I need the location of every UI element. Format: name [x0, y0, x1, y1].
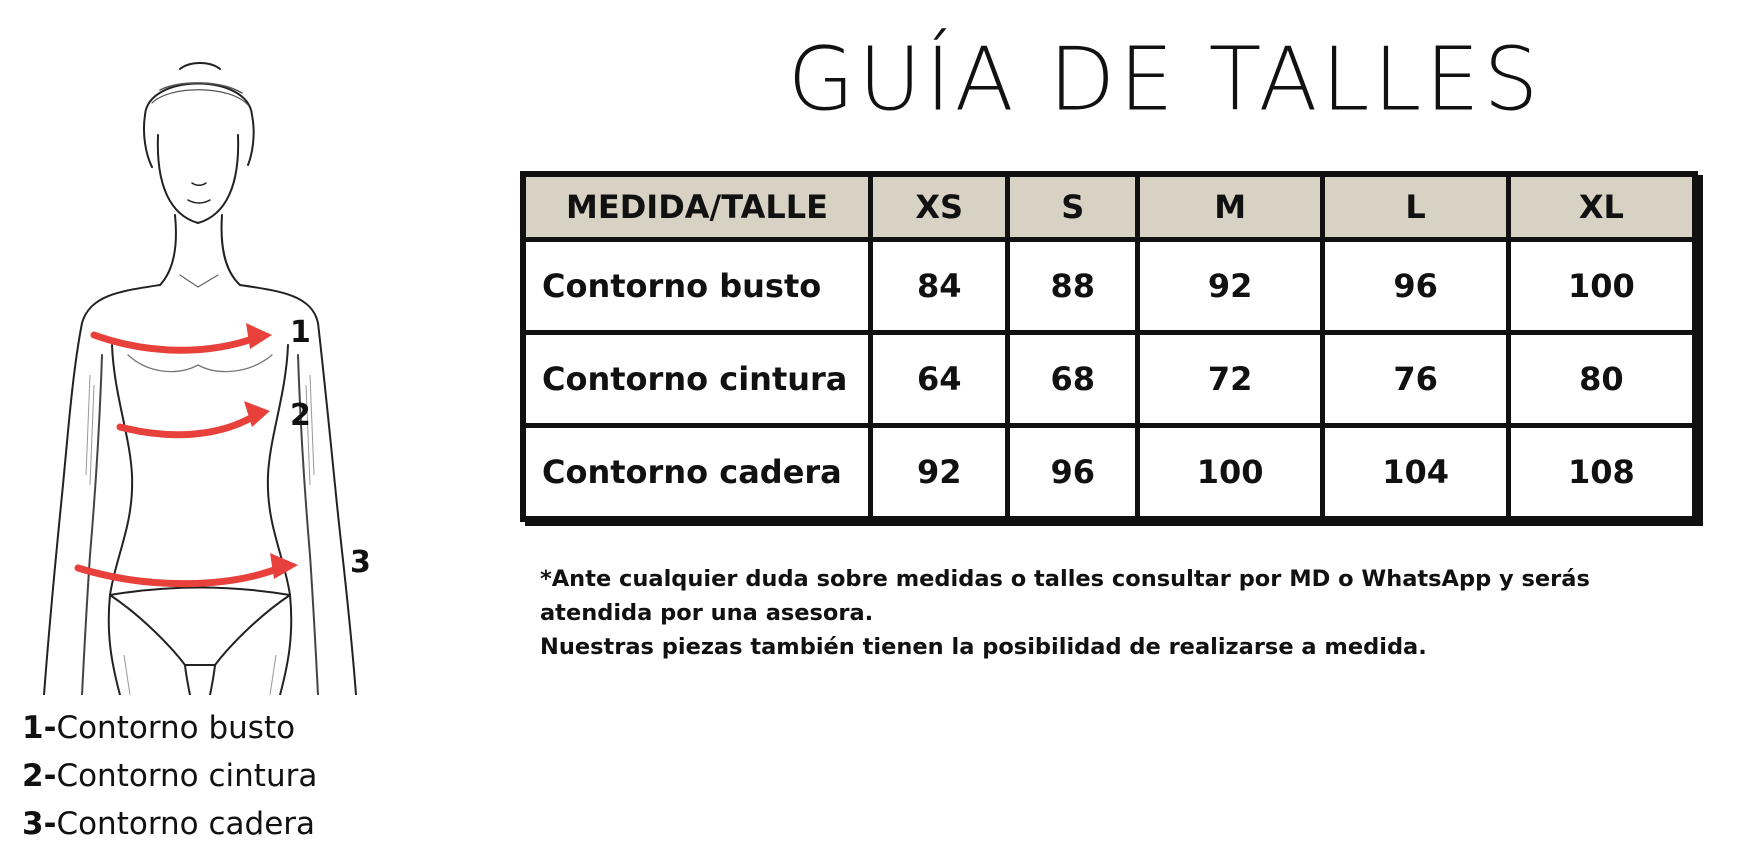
row-label: Contorno cintura: [523, 333, 871, 426]
table-cell: 64: [871, 333, 1008, 426]
legend-item-hip: [22, 800, 402, 848]
table-cell: 100: [1137, 426, 1322, 520]
legend-label: Contorno cintura: [56, 758, 318, 794]
legend-number: 2-: [22, 758, 57, 794]
table-cell: 72: [1137, 333, 1322, 426]
table-cell: 96: [1008, 426, 1137, 520]
page-title: GUÍA DE TALLES: [787, 29, 1543, 131]
bust-arrow: [94, 335, 258, 350]
note-line: *Ante cualquier duda sobre medidas o talles consultar por MD o WhatsApp y serás atendida por una asesora.: [540, 566, 1590, 626]
legend-label: Contorno busto: [56, 710, 296, 746]
table-cell: 96: [1323, 240, 1508, 333]
table-cell: 108: [1508, 426, 1695, 520]
legend-number: 1-: [22, 710, 57, 746]
table-row: [523, 333, 1695, 426]
body-sketch: [20, 55, 400, 695]
table-header-row: [523, 174, 1695, 240]
table-cell: 80: [1508, 333, 1695, 426]
sizing-note: [540, 562, 1680, 664]
legend-label: Contorno cadera: [56, 806, 316, 842]
table-cell: 92: [871, 426, 1008, 520]
body-measurement-illustration: [20, 55, 400, 695]
legend-number: 3-: [22, 806, 57, 842]
row-label: Contorno busto: [523, 240, 871, 333]
table-cell: 84: [871, 240, 1008, 333]
marker-1: 1: [290, 315, 311, 350]
table-cell: 88: [1008, 240, 1137, 333]
table-cell: 92: [1137, 240, 1322, 333]
table-cell: 100: [1508, 240, 1695, 333]
table-row: [523, 426, 1695, 520]
table-cell: 68: [1008, 333, 1137, 426]
measurement-legend: [22, 704, 402, 848]
column-header: XS: [871, 174, 1008, 240]
column-header: L: [1323, 174, 1508, 240]
column-header: M: [1137, 174, 1322, 240]
waist-arrow: [120, 415, 256, 435]
legend-item-waist: [22, 752, 402, 800]
column-header: S: [1008, 174, 1137, 240]
table-cell: 104: [1323, 426, 1508, 520]
table-row: [523, 240, 1695, 333]
marker-3: 3: [350, 545, 371, 580]
size-chart-table: [520, 171, 1698, 522]
legend-item-bust: [22, 704, 402, 752]
column-header: MEDIDA/TALLE: [523, 174, 871, 240]
note-line: Nuestras piezas también tienen la posibilidad de realizarse a medida.: [540, 634, 1427, 660]
hip-arrow: [78, 567, 282, 584]
row-label: Contorno cadera: [523, 426, 871, 520]
table-cell: 76: [1323, 333, 1508, 426]
marker-2: 2: [290, 398, 311, 433]
column-header: XL: [1508, 174, 1695, 240]
